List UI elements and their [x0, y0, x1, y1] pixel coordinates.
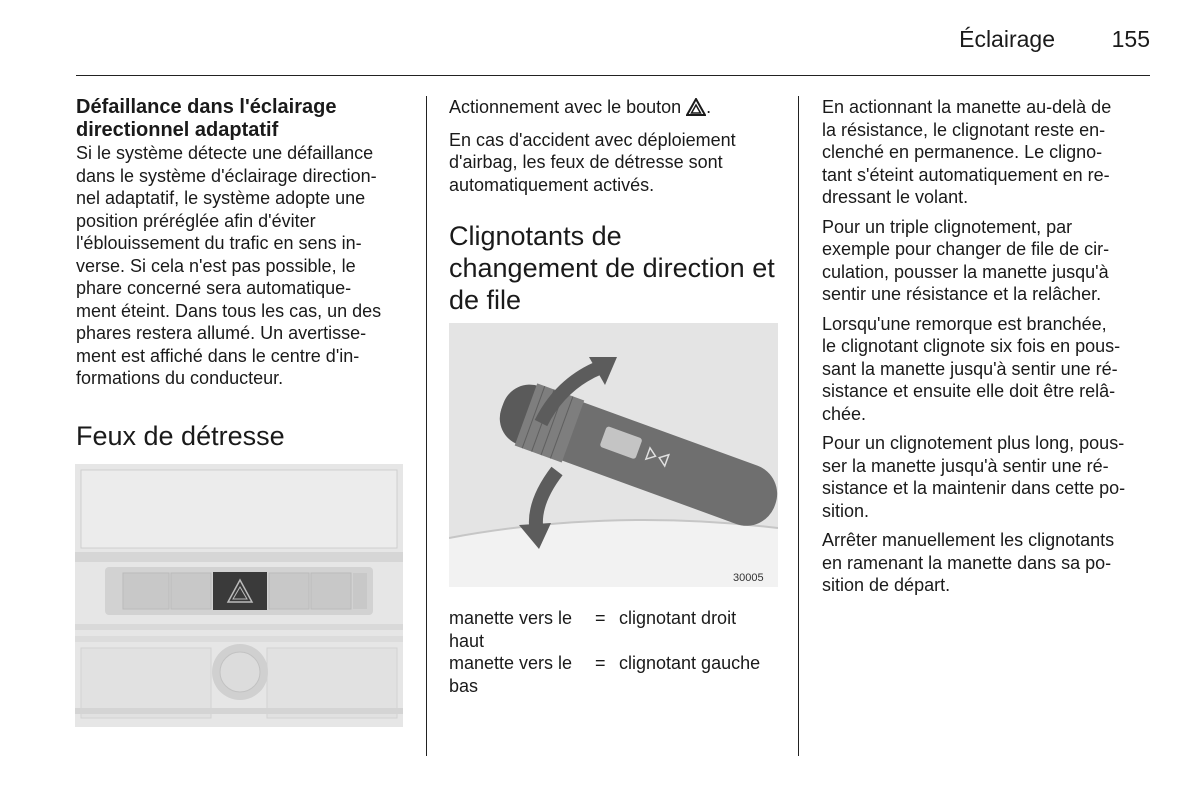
text-line: nel adaptatif, le système adopte une	[76, 188, 366, 208]
text-line: automatiquement activés.	[449, 174, 655, 195]
heading-line: Clignotants de	[449, 221, 622, 251]
hazard-intro-text: Actionnement avec le bouton	[449, 97, 682, 117]
page-number: 155	[1111, 26, 1150, 52]
heading-line: de file	[449, 285, 522, 315]
text-line: dressant le volant.	[822, 187, 969, 207]
text-line: Pour un clignotement plus long, pous-	[822, 433, 1125, 453]
header-divider	[76, 75, 1150, 76]
text-line: Arrêter manuellement les clignotants	[822, 530, 1115, 550]
text-line: sistance et ensuite elle doit être relâ-	[822, 381, 1116, 401]
text-line: sistance et la maintenir dans cette po-	[822, 478, 1126, 498]
text-line: sition de départ.	[822, 575, 951, 595]
text-line: formations du conducteur.	[76, 368, 284, 388]
text-line: chée.	[822, 403, 867, 424]
heading-line: changement de direction et	[449, 253, 775, 283]
definition-value: clignotant droit	[619, 608, 737, 628]
hazard-intro-period: .	[706, 97, 712, 117]
section-heading-turn-signals	[449, 220, 781, 316]
text-line: sentir une résistance et la relâcher.	[822, 284, 1102, 304]
text-line: position préréglée afin d'éviter	[76, 210, 316, 231]
text-line: d'airbag, les feux de détresse sont	[449, 152, 723, 172]
text-line: clenché en permanence. Le cligno-	[822, 142, 1103, 162]
figure-number: 30005	[733, 572, 764, 584]
text-line: dans le système d'éclairage direction-	[76, 165, 377, 186]
paragraph-manual-stop	[822, 529, 1152, 597]
text-line: tant s'éteint automatiquement en re-	[822, 164, 1110, 185]
definition-term: manette vers le haut	[449, 608, 573, 651]
paragraph-airbag-hazard	[449, 129, 781, 197]
text-line: exemple pour changer de file de cir-	[822, 239, 1110, 259]
paragraph-long-flash	[822, 432, 1152, 522]
text-line: phare concerné sera automatique-	[76, 278, 352, 298]
text-line: culation, pousser la manette jusqu'à	[822, 261, 1109, 282]
text-line: phares restera allumé. Un avertisse-	[76, 323, 367, 343]
page-section-title: Éclairage	[959, 26, 1055, 52]
hazard-button	[213, 572, 267, 610]
text-line: ment est affiché dans le centre d'in-	[76, 345, 360, 366]
definition-term: manette vers le bas	[449, 653, 573, 696]
section-heading-hazard-lights: Feux de détresse	[76, 420, 285, 451]
column-left	[76, 96, 406, 452]
paragraph-permanent-signal	[822, 96, 1152, 209]
text-line: En actionnant la manette au-delà de	[822, 97, 1112, 117]
hazard-warning-triangle-icon	[686, 98, 706, 122]
text-line: Pour un triple clignotement, par	[822, 216, 1073, 237]
column-divider-2	[798, 96, 799, 756]
figure-turn-signal-lever	[449, 323, 778, 587]
definition-value: clignotant gauche	[619, 653, 761, 673]
column-divider-1	[426, 96, 427, 756]
column-right	[822, 96, 1152, 604]
text-line: verse. Si cela n'est pas possible, le	[76, 255, 356, 276]
subheading-adaptive-lighting-failure: Défaillance dans l'éclairage directionnel adaptatif	[76, 96, 337, 141]
text-line: la résistance, le clignotant reste en-	[822, 119, 1106, 140]
text-line: Si le système détecte une défaillance	[76, 143, 374, 163]
paragraph-hazard-activation	[449, 96, 781, 122]
definition-equals: =	[595, 608, 606, 628]
text-line: le clignotant clignote six fois en pous-	[822, 336, 1121, 356]
paragraph-trailer	[822, 313, 1152, 426]
text-line: l'éblouissement du trafic en sens in-	[76, 233, 362, 253]
column-middle	[449, 96, 781, 316]
text-line: ser la manette jusqu'à sentir une ré-	[822, 455, 1109, 476]
text-line: sant la manette jusqu'à sentir une ré-	[822, 358, 1118, 379]
paragraph-adaptive-lighting	[76, 142, 406, 390]
text-line: sition.	[822, 500, 870, 521]
text-line: ment éteint. Dans tous les cas, un des	[76, 300, 382, 321]
definition-equals: =	[595, 653, 606, 673]
text-line: En cas d'accident avec déploiement	[449, 129, 736, 150]
text-line: Lorsqu'une remorque est branchée,	[822, 313, 1107, 334]
text-line: en ramenant la manette dans sa po-	[822, 552, 1112, 573]
paragraph-triple-flash	[822, 216, 1152, 306]
figure-hazard-switch-panel	[75, 464, 403, 727]
